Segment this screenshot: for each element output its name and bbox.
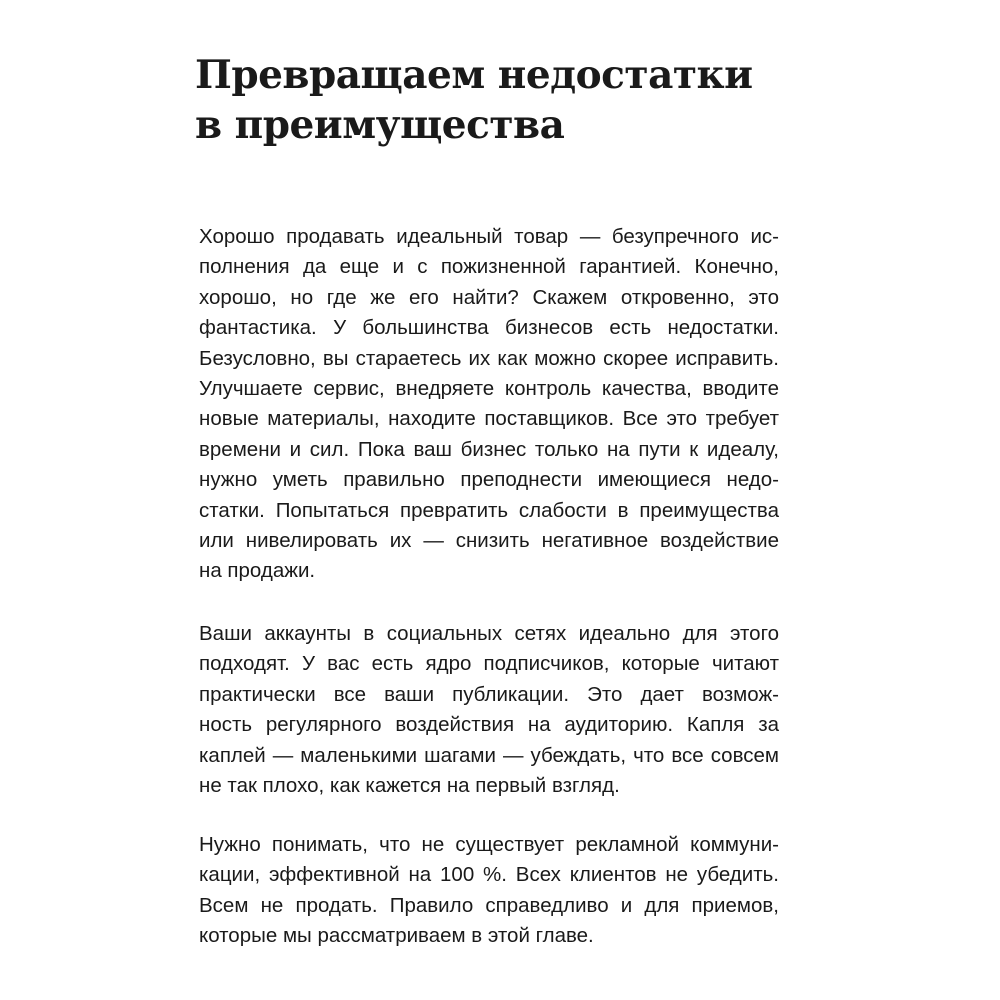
text-line: или нивелировать их — снизить негативное воздействие [199, 528, 779, 552]
text-line: ность регулярного воздействия на аудиторию. Капля за [199, 713, 779, 737]
text-line: полнения да еще и с пожизненной гарантией. Конечно, [199, 255, 779, 279]
text-line: Улучшаете сервис, внедряете контроль качества, вводите [199, 376, 779, 400]
text-line: Ваши аккаунты в социальных сетях идеально для этого [199, 622, 779, 645]
text-line: статки. Попытаться превратить слабости в преимущества [199, 498, 779, 522]
text-line: Безусловно, вы стараетесь их как можно скорее исправить. [199, 346, 779, 370]
text-line: времени и сил. Пока ваш бизнес только на пути к идеалу, [199, 437, 779, 461]
text-line: Всем не продать. Правило справедливо и для приемов, [199, 893, 779, 917]
chapter-title-line: в преимущества [195, 102, 565, 148]
text-line: которые мы рассматриваем в этой главе. [199, 924, 594, 948]
paragraph-1 [199, 222, 779, 587]
text-line: практически все ваши публикации. Это дает возмож- [199, 682, 779, 706]
text-line: Нужно понимать, что не существует рекламной коммуни- [199, 833, 779, 856]
text-line: не так плохо, как кажется на первый взгляд. [199, 773, 620, 797]
text-line: нужно уметь правильно преподнести имеющиеся недо- [199, 468, 779, 492]
text-line: на продажи. [199, 559, 316, 583]
text-line: новые материалы, находите поставщиков. Все это требует [199, 407, 779, 431]
text-line: фантастика. У большинства бизнесов есть недостатки. [199, 316, 779, 340]
paragraph-3 [199, 830, 779, 952]
text-line: Хорошо продавать идеальный товар — безупречного ис- [199, 225, 779, 248]
text-line: каплей — маленькими шагами — убеждать, что все совсем [199, 743, 779, 767]
paragraph-2 [199, 619, 779, 801]
chapter-title [195, 50, 835, 150]
text-line: хорошо, но где же его найти? Скажем откровенно, это [199, 285, 779, 309]
chapter-title-line: Превращаем недостатки [195, 52, 753, 98]
text-line: подходят. У вас есть ядро подписчиков, которые читают [199, 652, 779, 676]
text-line: кации, эффективной на 100 %. Всех клиентов не убедить. [199, 863, 779, 887]
